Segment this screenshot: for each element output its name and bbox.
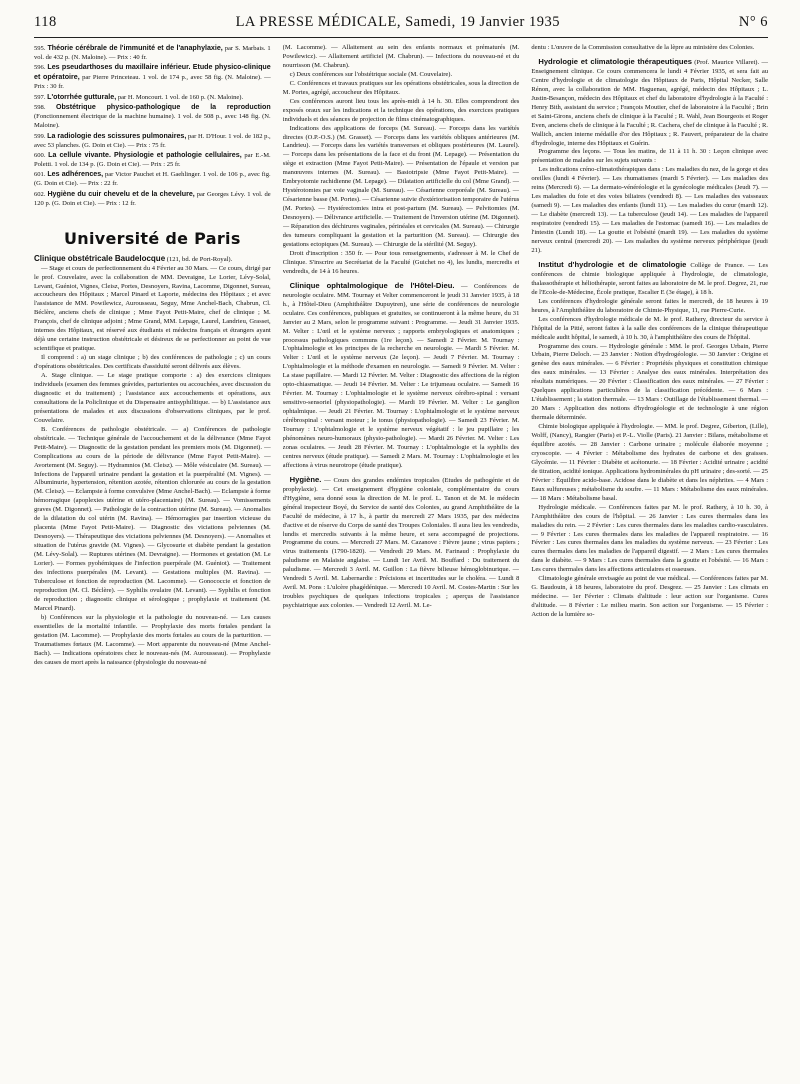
entry-title: Théorie cérébrale de l'immunité et de l'anaphylaxie,	[47, 44, 223, 52]
entry-details: par H. Moncourt. 1 vol. de 160 p. (N. Maloine).	[116, 93, 244, 101]
paragraph: Chimie biologique appliquée à l'hydrologie. — MM. le prof. Degrez, Giberton, (Lille), Wolff, (Nancy), Rangier (Paris) et P.-L. Violle (Paris). 21 Janvier : Bilans, métabolisme et équilibre azotés. — 28 Janvier : Carbone urinaire ; molécule élaborée moyenne ; cryoscopie. — 4 Février : Métabolisme des hydrates de carbone et des graisses. Glycémie. — 11 Février : Diabète et acétonurie. — 18 Février : Acidité urinaire ; acidité de titration, acidité ionique. Applications hydrominérales du pH urinaire ; des-sorté. — 25 Février : Équilibre acido-base. Acidose dans le diabète et dans les néphrites. — 4 Mars : Eaux sulfureuses ; métabolisme du soufre. — 11 Mars : Métabolisme des eaux minérales. — 18 Mars : Métabolisme basal.	[531, 423, 768, 502]
entry-details: par Georges Lévy. 1 vol. de 120 p. (G. Doin et Cie). — Prix : 12 fr.	[34, 190, 271, 207]
entry-title: La cellule vivante. Physiologie et pathologie cellulaires,	[48, 150, 242, 159]
entry-number: 599.	[34, 132, 46, 140]
ophtalmo-title: Clinique ophtalmologique de l'Hôtel-Dieu.	[289, 280, 455, 290]
section-heading: Université de Paris	[63, 228, 241, 248]
bibliography-entry	[34, 170, 271, 189]
paragraph: Les conférences d'hydrologie générale seront faites le mercredi, de 18 heures à 19 heures, à l'Amphithéâtre du laboratoire de Chimie-Physique, 11, rue Pierre-Curie.	[531, 297, 768, 314]
bibliography-entry	[34, 190, 271, 209]
entry-number: 600.	[34, 151, 46, 159]
entry-number: 596.	[34, 64, 46, 72]
entry-details: par Victor Pauchet et H. Gaehlinger. 1 vol. de 106 p., avec fig. (G. Doin et Cie). — Prix : 22 fr.	[34, 171, 271, 188]
issue-number: N° 6	[738, 14, 768, 30]
entry-title: Obstétrique physico-pathologique de la reproduction	[55, 103, 271, 112]
entry-details: par E.-M. Poletti. 1 vol. de 134 p. (G. Doin et Cie). — Prix : 25 fr.	[34, 151, 271, 168]
entry-title: Hygiène du cuir chevelu et de la chevelure,	[47, 189, 195, 198]
clinic-address: (121, bd. de Port-Royal).	[165, 255, 233, 263]
entry-details: par H. D'Hour. 1 vol. de 182 p., avec 53 planches. (G. Doin et Cie). — Prix : 75 fr.	[34, 132, 271, 149]
entry-details: par Pierre Princeteau. 1 vol. de 174 p., avec 58 fig. (N. Maloine). — Prix : 30 fr.	[34, 74, 271, 91]
paragraph: Droit d'inscription : 350 fr. — Pour tous renseignements, s'adresser à M. le Chef de Clinique. S'inscrire au Secrétariat de la Faculté (Guichet no 4), les lundis, mercredis et vendredis, de 14 à 16 heures.	[282, 249, 520, 275]
entry-title: La radiologie des scissures pulmonaires,	[47, 131, 187, 140]
paragraph: B. Conférences de pathologie obstétricale. — a) Conférences de pathologie obstétricale. — Technique générale de l'accouchement et de la délivrance (Mme Fayot Petit-Maire). — Diagnostic de la gestation pendant les premiers mois (M. Digonnet). — Complications au cours de la période de délivrance (Mme Fayot Petit-Maire). — Avortement (M. Seguy). — Hydramnios (M. Cleisz). — Môle vésiculaire (M. Sureau). — Infections de l'appareil urinaire pendant la gestation et la puerpéralité (M. Vignes). — Albuminurie, hypertension, rétention azotée, rétention chlorurée au cours de la gestation (M. Cleisz). — Eclampsie à forme convulsive (Mme Anchel-Bach). — Eclampsie à forme hémorragique (apoplexies utérine et utéro-placentaire) (M. Sureau). — Vomissements graves (M. Digonnet). — Pathologie de la contraction utérine (M. Sureau). — Anomalies de la dilatation du col utérin (M. Ravina). — Hémorragies par insertion vicieuse du placenta (Mme Fayot Petit-Maire). — Diagnostic des viciations pelviennes (M. Desnoyers). — Thérapeutique des viciations pelviennes (M. Desnoyers). — Anomalies et situation de l'utérus gravide (M. Vignes). — Glycosurie et diabète pendant la gestation (M. Lévy-Solal). — Ruptures utérines (M. Devraigne). — Hormones et gestation (M. Le Lorier). — Formes pyohémiques de l'infection puerpérale (M. Guéniot). — Traitement des infections puerpérales (M. Levant). — Gestations multiples (M. Ravina). — Tuberculose et fonction de reproduction (M. Lacomme). — Gonococcie et fonction de reproduction (M. Cl. Béclère). — Syphilis ovulaire (M. Levant). — Syphilis et fonction de reproduction ; diagnostic clinique et sérologique ; prophylaxie et traitement (M. Marcel Pinard).	[34, 425, 271, 612]
hygiene-text: — Cours des grandes endémies tropicales (Etudes de pathogénie et de prophylaxie). — Cet enseignement d'hygiène coloniale, complémentaire du cours d'Hygiène, sera donné sous la direction de M. le prof. L. Tanon et de M. le médecin général inspecteur Boyé, du Service de santé des Colonies, au grand Amphithéâtre de la Faculté de médecine, à 17 h., à partir du mercredi 27 Mars 1935, par des médecins d'active et de réserve du Corps de santé des Troupes Coloniales. Il aura lieu les vendredis, lundis et mercredis suivants à la même heure, et sera accompagné de projections. Programme du cours. — Mercredi 27 Mars. M. Cazanove : Fièvre jaune ; virus papiers ; virus traitements (1790-1820). — Vendredi 29 Mars. M. Farinaud : Prophylaxie du paludisme en Malaisie anglaise. — Lundi 1er Avril. M. Bouffard : Du traitement du paludisme. — Mercredi 3 Avril. M. Guillon : La fièvre bilieuse hémoglobinurique. — Vendredi 5 Avril. M. Labernardie : Précisions et incertitudes sur le choléra. — Lundi 8 Avril. M. Pons : L'ulcère phagédénique. — Mercredi 10 Avril. M. Costes-Martin : Sur les troubles psychiques de quelques infections tropicales ; aperçus de l'assistance psychiatrique aux colonies. — Vendredi 12 Avril. M. Le-	[282, 476, 520, 610]
hygiene-title: Hygiène.	[289, 474, 322, 484]
paragraph: Il comprend : a) un stage clinique ; b) des conférences de pathologie ; c) un cours d'opérations obstétricales. Des certificats d'assiduité seront délivrés aux élèves.	[34, 354, 271, 371]
entry-number: 598.	[34, 104, 46, 112]
institut-text: Collège de France. — Les conférences de chimie biologique appliquée à l'hydrologie, de climatologie, thalassothérapie et héliothérapie, seront faites au laboratoire de M. le prof. Degrez, 21, rue de l'Ecole-de-Médecine, École pratique, Escalier E (3e étage), à 18 h.	[531, 261, 768, 296]
institut-title: Institut d'hydrologie et de climatologie	[538, 259, 687, 269]
bibliography-entry	[34, 151, 271, 170]
column-2	[283, 44, 520, 1084]
paragraph: Les conférences d'hydrologie médicale de M. le prof. Rathery, directeur du service à l'hôpital de la Pitié, seront faites à la salle des conférences de la clinique thérapeutique médicale audit hôpital, le samedi, à 10 h. 30, à l'amphithéâtre des cours de l'hôpital.	[531, 315, 768, 341]
entry-title: L'otorrhée gutturale,	[47, 92, 117, 101]
entry-number: 595.	[34, 45, 46, 52]
paragraph: Les indications créno-climatothérapiques dans : Les maladies du nez, de la gorge et des oreilles (lundi 4 Février). — Les rhumatismes (mardi 5 Février). — Les maladies des reins (Mercredi 6). — La dermato-vénéréologie et la gynécologie médicales (Jeudi 7). — Les maladies du foie et des voies biliaires (vendredi 8). — Les maladies des vaisseaux (samedi 9). — Les maladies des enfants (lundi 11). — Les maladies du cœur (mardi 12). — Le diabète (mercredi 13). — La tuberculose (jeudi 14). — Les maladies de l'appareil respiratoire (vendredi 15). — Les maladies de l'estomac (samedi 16). — Les maladies de l'intestin (Lundi 18). — La goutte et l'obésité (mardi 19). — Les maladies du système nerveux central (mercredi 20). — Les maladies du système nerveux périphérique (jeudi 21).	[531, 166, 768, 254]
paragraph: b) Conférences sur la physiologie et la pathologie du nouveau-né. — Les causes essentielles de la mortalité infantile. — Prophylaxie des morts fœtales pendant la gestation (M. Lacomme). — Prophylaxie des morts fœtales au cours de la parturition. — Traumatismes fœtaux (M. Lacomme). — Mort apparente du nouveau-né (Mme Anchel-Bach). — Indications opératoires chez le nouveau-nés (M. Aurousseau). — Prophylaxie des causes de mort après la naissance (physiologie du nouveau-né	[34, 613, 271, 666]
ophtalmo-text: — Conférences de neurologie oculaire. MM. Tournay et Velter commenceront le jeudi 31 Janvier 1935, à 18 h., à l'Hôtel-Dieu (Amphithéâtre Dupuytren), une série de conférences de neurologie oculaire. Ces conférences, publiques et gratuites, se continueront à la même heure, du 31 Janvier au 2 Mars, selon le programme suivant : Programme. — Jeudi 31 Janvier 1935. M. Velter : L'œil et le système nerveux ; rapports embryologiques et anatomiques ; processus pathologiques communs (1re leçon). — Samedi 2 Février. M. Tournay : L'ophtalmologie et les principes de la recherche en neurologie. — Mardi 5 Février. M. Velter : L'œil et le système nerveux (2e leçon). — Jeudi 7 Février. M. Tournay : L'ophtalmologie et la méthode d'examen en neurologie. — Samedi 9 Février. M. Velter : La stase papillaire. — Mardi 12 Février. M. Velter : Diagnostic des affections de la région opto-chiasmatique. — Jeudi 14 Février. M. Velter : Le trijumeau oculaire. — Samedi 16 Février. M. Tournay : L'ophtalmologie et le système nerveux cérébro-spinal : versant sensitivo-sensoriel (physiopathologie). — Mardi 19 Février. M. Velter : Le ganglion ophtalmique. — Jeudi 21 Février. M. Tournay : L'ophtalmologie et le système nerveux cérébrospinal : versant moteur ; le tonus (physiopathologie). — Samedi 23 Février. M. Tournay : L'ophtalmologie et le système nerveux végétatif : le jeu pupillaire ; les phénomènes neuro-humoraux (physio-pathologie). — Mardi 26 Février. M. Velter : Les zonas oculaires. — Jeudi 28 Février. M. Tournay : L'ophtalmologie et la syphilis des centres nerveux (étude pratique). — Samedi 2 Mars. M. Tournay : L'ophtalmologie et les affections à virus neurotrope (étude pratique).	[282, 282, 520, 469]
paragraph: Hydrologie médicale. — Conférences faites par M. le prof. Rathery, à 10 h. 30, à l'Amphithéâtre des cours de l'hôpital. — 26 Janvier : Les cures thermales dans les maladies du rein. — 2 Février : Les cures thermales dans les maladies cardio-vasculaires. — 9 Février : Les cures thermales dans les maladies de l'appareil respiratoire. — 16 Février : Les cures thermales dans les maladies du système nerveux. — 23 Février : Les cures thermales dans les maladies de l'appareil digestif. — 2 Mars : Les cures thermales dans le diabète. — 9 Mars : Les cures thermales dans la goutte et l'obésité. — 16 Mars : Les cures thermales dans les affections articulaires et osseuses.	[531, 503, 768, 574]
paragraph: Climatologie générale envisagée au point de vue médical. — Conférences faites par M. G. Baudouin, à 18 heures, laboratoire du prof. Desgrez. — 25 Janvier : Les climats en médecine. — 1er Février : Climats d'altitude : leur action sur l'organisme. Cures d'altitude. — 8 Février : Le milieu marin. Son action sur l'organisme. — 15 Février : Action de la lumière so-	[531, 575, 768, 619]
paragraph: c) Deux conférences sur l'obstétrique sociale (M. Couvelaire).	[289, 70, 453, 78]
paragraph: Ces conférences auront lieu tous les après-midi à 14 h. 30. Elles comprendront des exposés oraux sur les indications et la technique des opérations, des exercices pratiques individuels et des séances de projection de films cinématographiques.	[282, 97, 520, 123]
paragraph: Programme des leçons. — Tous les matins, de 11 à 11 h. 30 : Leçon clinique avec présentation de malades sur les sujets suivants :	[531, 148, 768, 165]
paragraph: A. Stage clinique. — Le stage pratique comporte : a) des exercices cliniques individuels (examen des femmes grávides, parturientes ou accouchées, avec discussion du diagnostic et du traitement) ; l'assistance aux accouchements et opérations, aux consultations de la Policlinique et du Dispensaire antisyphilitique. — b) L'assistance aux présentations de malades et aux discussions d'observations cliniques, par le prof. Couvelaire.	[34, 372, 271, 424]
entry-title: Les pseudarthoses du maxillaire inférieur. Etude physico-clinique et opératoire,	[34, 63, 271, 82]
paragraph: Indications des applications de forceps (M. Sureau). — Forceps dans les variétés directes (O.P.-O.S.) (M. Grasset). — Forceps dans les variétés obliques antérieures (M. Landrieu). — Forceps dans les variétés transverses et obliques postérieures (M. Laurel). — Forceps dans les présentations de la face et du front (M. Lepage). — Présentation du siège et extraction (Mme Fayot Petit-Maire). — Présentation de l'épaule et version par manœuvres internes (M. Sureau). — Basiotripsie (Mme Fayot Petit-Maire). — Embryotomie rachidienne (M. Lepage). — Dilatation artificielle du col (Mme Grand). — Hystérotomies par voie vaginale (M. Sureau). — Césarienne corporéale (M. Sureau). — Césarienne basse (M. Portes). — Césarienne suivie d'extériorisation temporaire de l'utérus (M. Portes). — Hystérectomies intra et post-partum (M. Sureau). — Pelvitomies (M. Desnoyers). — Délivrance artificielle. — Traitement de l'inversion utérine (M. Digonnet). — Réparation des déchirures vaginales, périnéales et cervicales (M. Sureau). — Chirurgie des tumeurs compliquant la gestation et la parturition (M. Sureau). — Chirurgie des gestations ectopiques (M. Sureau). — Chirurgie de la stérilité (M. Seguy).	[282, 124, 520, 248]
entry-number: 597.	[34, 93, 46, 101]
entry-title: Les adhérences,	[47, 170, 104, 179]
column-3	[531, 44, 768, 1084]
entry-details: par S. Marbais. 1 vol. de 432 p. (N. Maloine). — Prix : 40 fr.	[34, 45, 271, 61]
clinic-title: Clinique obstétricale Baudelocque	[34, 253, 166, 263]
page-header	[34, 14, 768, 34]
bibliography-entry	[34, 44, 271, 63]
bibliography-entry	[34, 63, 271, 92]
journal-title: LA PRESSE MÉDICALE, Samedi, 19 Janvier 1935	[235, 14, 560, 30]
hydro-text: (Prof. Maurice Villaret). — Enseignement clinique. Ce cours commencera le lundi 4 Février 1935, et sera fait au Centre d'hydrologie et de climatologie des Hôpitaux de Paris, Hôpital Necker, Salle Rénon, avec la collaboration de MM. Haguenau, agrégé, médecin des Hôpitaux ; L. Justin-Besançon, médecin des Hôpitaux et chef du laboratoire d'hydrologie à la Faculté : Henry Bith, assistant du service ; François Moutier, chef de laboratoire à la Faculté ; Brin et Saint-Girons, anciens chefs de clinique à la Faculté ; R. Wahl, Jean Bourgeois et Roger Even, anciens chefs de clinique à la Faculté ; R. Cachera, chef de clinique à la Faculté ; R. Wallich, ancien interne médaille d'or des Hôpitaux ; R. Fauvert, préparateur de la chaire d'hydrologie, interne des Hôpitaux et Guérin.	[531, 58, 768, 147]
page-number: 118	[34, 14, 57, 30]
entry-number: 601.	[34, 171, 46, 179]
paragraph: (M. Lacomme). — Allaitement au sein des enfants normaux et prématurés (M. Powilewicz). — Allaitement artificiel (M. Chabrun). — Infections du nouveau-né et du nourrisson (M. Chabrun).	[282, 44, 520, 69]
column-1	[34, 44, 271, 1084]
entry-number: 602.	[34, 190, 46, 198]
header-rule	[34, 37, 768, 38]
bibliography-entry	[34, 103, 271, 131]
paragraph: dentu : L'œuvre de la Commission consultative de la lèpre au ministère des Colonies.	[531, 44, 755, 51]
bibliography-list	[34, 44, 271, 209]
paragraph: — Stage et cours de perfectionnement du 4 Février au 30 Mars. — Ce cours, dirigé par le prof. Couvelaire, avec la collaboration de MM. Devraigne, Le Lorier, Lévy-Solal, Levant, Guéniot, Vignes, Cleisz, Portes, Desnoyers, Ravina, Lacomme, Digonnet, Sureau, accoucheurs des Hôpitaux ; Marcel Pinard et Laporte, médecins des Hôpitaux ; et avec l'assistance de MM. Powilewicz, Aurousseau, Seguy, Mme Anchel-Bach, Chabrun, Cl. Béclère, anciens chefs de clinique ; Mme Fayot Petit-Maire, chef de clinique ; M. François, chef de clinique adjoint ; Mme Grand, MM. Lepage, Laurel, Landrieu, Grasset, internes des Hôpitaux, est réservé aux étudiants et médecins français et étrangers ayant déjà une certaine instruction obstétricale et désireux de se perfectionner au point de vue scientifique et pratique.	[34, 264, 271, 353]
paragraph: Programme des cours. — Hydrologie générale : MM. le prof. Georges Urbain, Pierre Urbain, Pierre Deloch. — 23 Janvier : Notion d'hydrogéologie. — 30 Janvier : Origine et genèse des eaux minérales. — 6 Février : Propriétés physiques et constitution chimique des eaux minérales. — 13 Février : Analyse des eaux minérales. Interprétation des résultats numériques. — 20 Février : Classification des eaux minérales. — 27 Février : Quelques applications particulières de la classification précédente. — 6 Mars : L'établissement ; la station thermale. — 13 Mars : Outillage de l'établissement thermal. — 20 Mars : Application des notions d'hydrogéologie et de technologie à une région thermale déterminée.	[531, 342, 768, 422]
entry-details: (Fonctionnement électrique de la machine humaine). 1 vol. de 508 p., avec 148 fig. (N. Maloine).	[34, 113, 271, 130]
bibliography-entry	[34, 93, 271, 103]
paragraph: C. Conférences et travaux pratiques sur les opérations obstétricales, sous la direction de M. Portes, agrégé, accoucheur des Hôpitaux.	[282, 79, 520, 96]
bibliography-entry	[34, 132, 271, 151]
hydro-title: Hydrologie et climatologie thérapeutiques	[538, 56, 692, 66]
